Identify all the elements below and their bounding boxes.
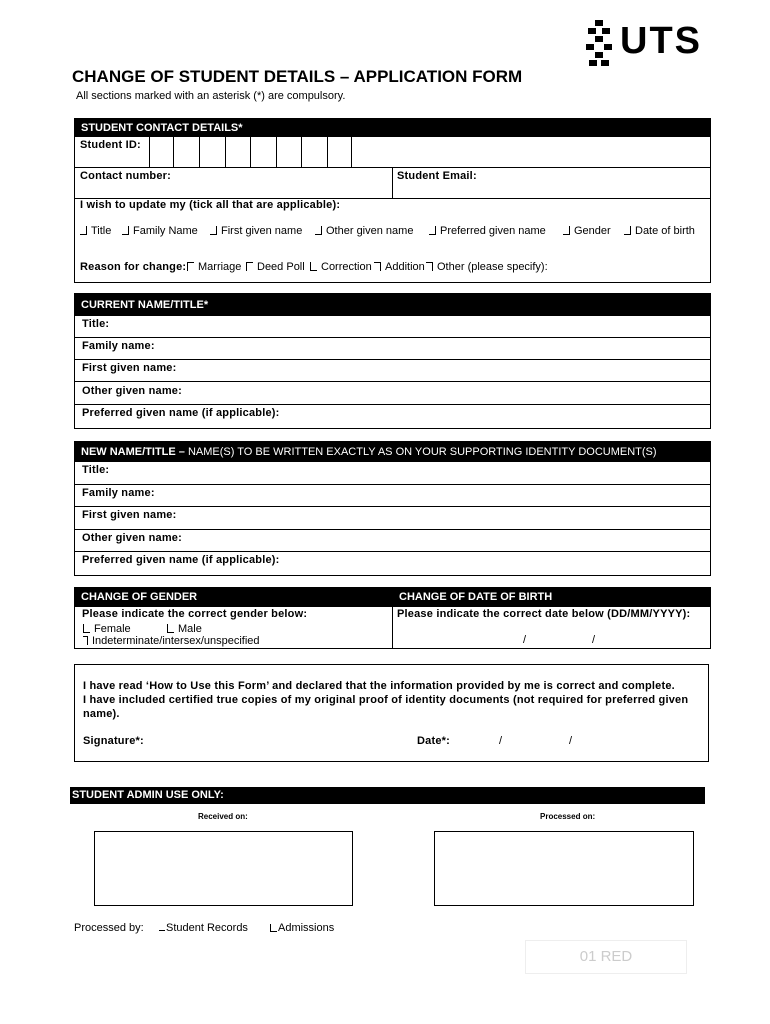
form-title: CHANGE OF STUDENT DETAILS – APPLICATION FORM <box>72 67 523 86</box>
date-separator-2: / <box>569 735 573 747</box>
checkbox-student-records[interactable]: Student Records <box>159 922 248 934</box>
form-code-stamp: 01 RED <box>525 940 687 974</box>
admin-heading: STUDENT ADMIN USE ONLY: <box>70 787 705 804</box>
current-name-heading: CURRENT NAME/TITLE* <box>75 294 710 316</box>
new-preferred-given-name-field[interactable]: Preferred given name (if applicable): <box>82 554 280 566</box>
dob-heading: CHANGE OF DATE OF BIRTH <box>393 588 710 607</box>
checkbox-date-of-birth[interactable]: Date of birth <box>624 225 695 237</box>
processed-on-label: Processed on: <box>540 812 596 821</box>
reason-label: Reason for change: <box>80 261 187 273</box>
gender-prompt: Please indicate the correct gender below: <box>82 608 308 620</box>
update-prompt: I wish to update my (tick all that are applicable): <box>80 199 341 211</box>
checkbox-female[interactable]: Female <box>83 623 131 635</box>
received-on-box[interactable] <box>94 831 353 906</box>
checkbox-title[interactable]: Title <box>80 225 111 237</box>
current-first-given-name-field[interactable]: First given name: <box>82 362 177 374</box>
checkbox-gender[interactable]: Gender <box>563 225 611 237</box>
declaration-line-1: I have read ‘How to Use this Form’ and declared that the information provided by me is correct and complete. <box>83 680 675 692</box>
checkbox-other[interactable]: Other (please specify): <box>426 261 548 273</box>
dob-separator-1: / <box>523 634 527 646</box>
checkbox-deed-poll[interactable]: Deed Poll <box>246 261 305 273</box>
checkbox-addition[interactable]: Addition <box>374 261 425 273</box>
declaration-section <box>74 664 709 762</box>
form-subtitle: All sections marked with an asterisk (*) are compulsory. <box>76 90 346 102</box>
checkbox-family-name[interactable]: Family Name <box>122 225 198 237</box>
new-name-heading-rest: NAME(S) TO BE WRITTEN EXACTLY AS ON YOUR SUPPORTING IDENTITY DOCUMENT(S) <box>187 446 657 458</box>
new-title-field[interactable]: Title: <box>82 464 110 476</box>
new-name-section <box>74 441 711 576</box>
date-separator-1: / <box>499 735 503 747</box>
received-on-label: Received on: <box>198 812 248 821</box>
checkbox-preferred-given-name[interactable]: Preferred given name <box>429 225 546 237</box>
student-email-label: Student Email: <box>397 170 477 182</box>
gender-heading: CHANGE OF GENDER <box>75 588 393 607</box>
dob-separator-2: / <box>592 634 596 646</box>
uts-crest-icon <box>584 18 614 70</box>
contact-section <box>74 118 711 283</box>
current-family-name-field[interactable]: Family name: <box>82 340 155 352</box>
processed-by-label: Processed by: <box>74 922 144 934</box>
checkbox-other-given-name[interactable]: Other given name <box>315 225 413 237</box>
gender-dob-section <box>74 587 711 649</box>
current-preferred-given-name-field[interactable]: Preferred given name (if applicable): <box>82 407 280 419</box>
checkbox-marriage[interactable]: Marriage <box>187 261 241 273</box>
contact-number-label: Contact number: <box>80 170 171 182</box>
dob-prompt: Please indicate the correct date below (DD/MM/YYYY): <box>397 608 691 620</box>
checkbox-admissions[interactable]: Admissions <box>270 922 334 934</box>
student-id-label: Student ID: <box>80 139 141 151</box>
new-other-given-name-field[interactable]: Other given name: <box>82 532 182 544</box>
current-other-given-name-field[interactable]: Other given name: <box>82 385 182 397</box>
date-label[interactable]: Date*: <box>417 735 450 747</box>
processed-on-box[interactable] <box>434 831 694 906</box>
checkbox-first-given-name[interactable]: First given name <box>210 225 302 237</box>
checkbox-indeterminate[interactable]: Indeterminate/intersex/unspecified <box>83 635 260 647</box>
current-title-field[interactable]: Title: <box>82 318 110 330</box>
checkbox-male[interactable]: Male <box>167 623 202 635</box>
new-first-given-name-field[interactable]: First given name: <box>82 509 177 521</box>
declaration-line-2: I have included certified true copies of my original proof of identity documents (not required for preferred given name). <box>83 694 689 720</box>
current-name-section <box>74 293 711 429</box>
logo-text: UTS <box>620 20 702 62</box>
contact-heading: STUDENT CONTACT DETAILS* <box>75 119 710 137</box>
new-name-heading-bold: NEW NAME/TITLE – <box>81 446 185 458</box>
uts-logo <box>584 18 702 70</box>
checkbox-correction[interactable]: Correction <box>310 261 372 273</box>
new-family-name-field[interactable]: Family name: <box>82 487 155 499</box>
signature-label[interactable]: Signature*: <box>83 735 144 747</box>
new-name-heading <box>75 442 710 462</box>
